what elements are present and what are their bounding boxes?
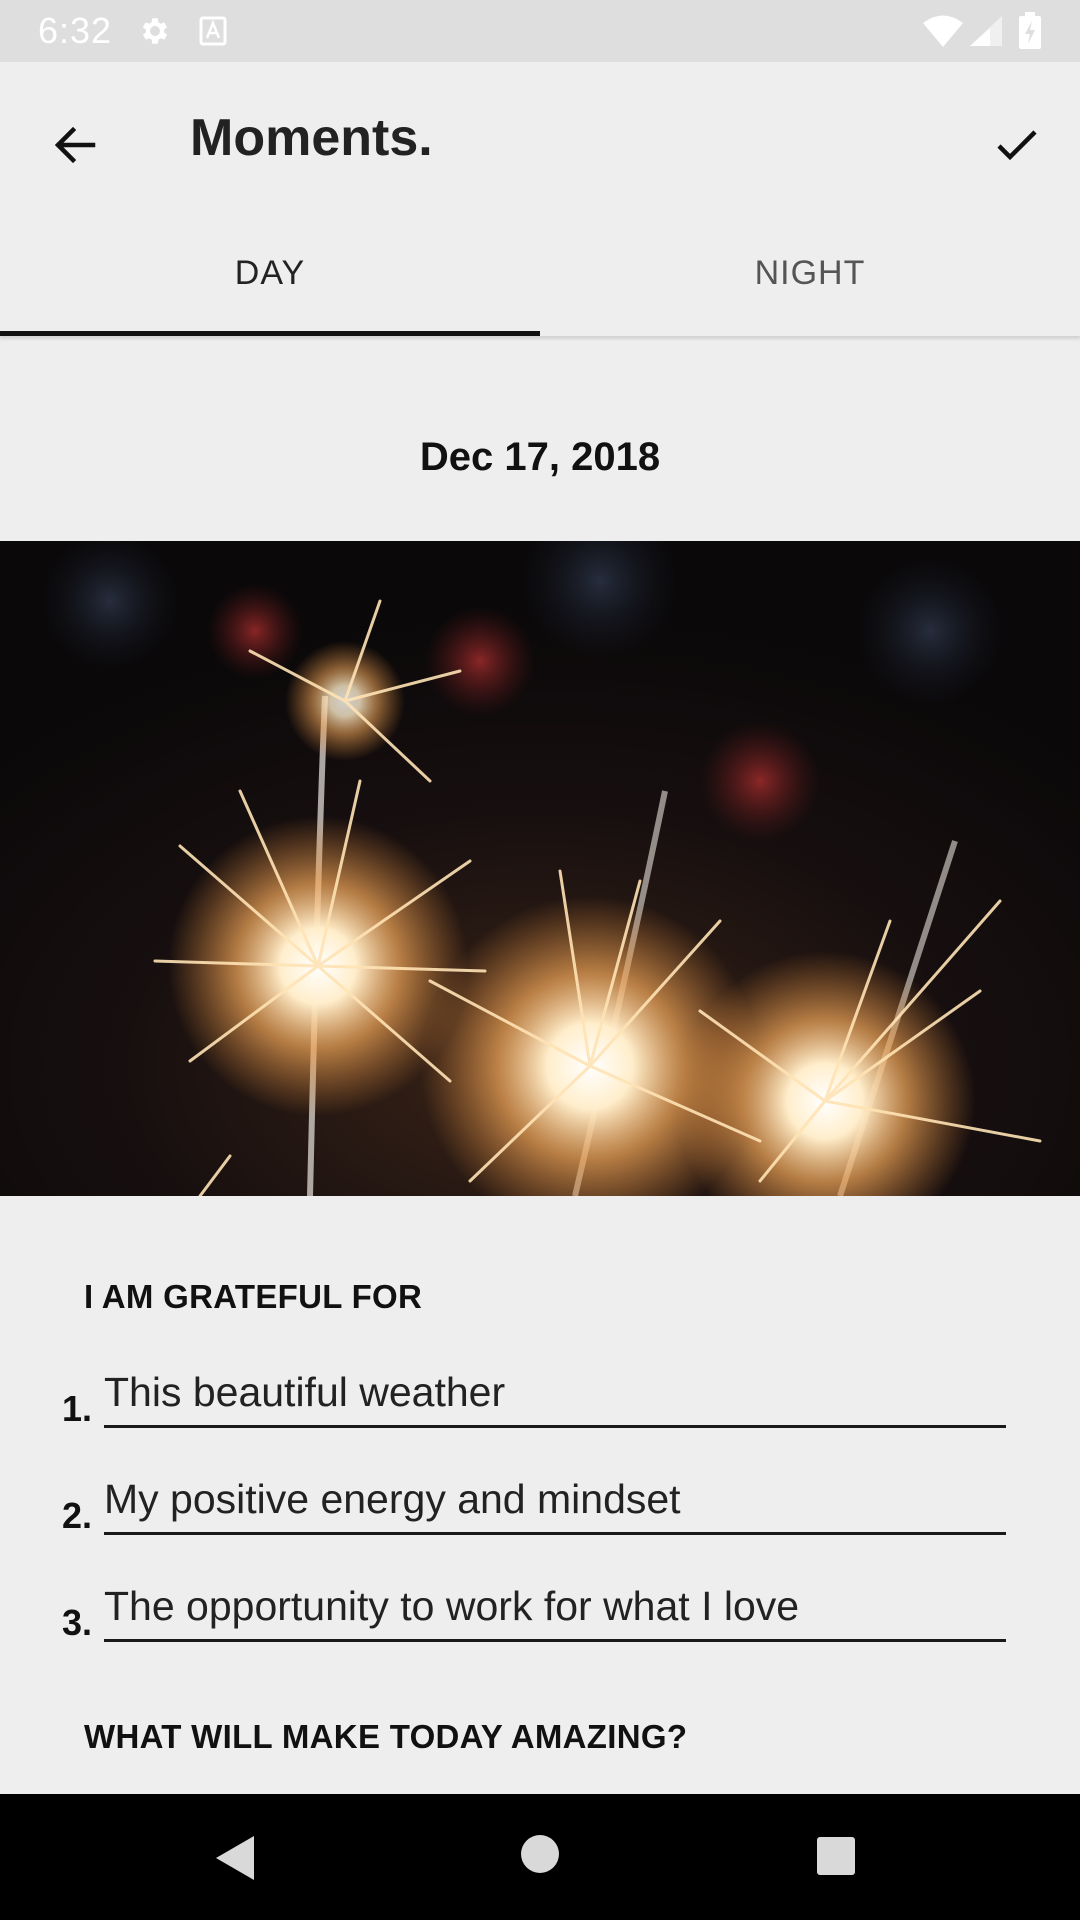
- nav-home-icon[interactable]: [520, 1834, 560, 1879]
- back-button[interactable]: [40, 110, 110, 180]
- battery-charging-icon: [1018, 12, 1042, 55]
- grateful-input-3[interactable]: [104, 1576, 1006, 1642]
- nav-back-icon[interactable]: [214, 1834, 258, 1887]
- entry-number: 1.: [62, 1388, 93, 1429]
- entry-number: 2.: [62, 1495, 93, 1536]
- grateful-input-2[interactable]: [104, 1469, 1006, 1535]
- grateful-entry-1: [62, 1362, 1006, 1442]
- wifi-icon: [922, 14, 964, 53]
- entry-date[interactable]: Dec 17, 2018: [419, 435, 661, 479]
- tab-day[interactable]: DAY: [0, 210, 540, 336]
- grateful-input-1[interactable]: [104, 1362, 1006, 1428]
- tab-night[interactable]: NIGHT: [754, 253, 866, 292]
- a-box-icon: [199, 16, 227, 51]
- entry-number: 3.: [62, 1602, 93, 1643]
- status-time: 6:32: [38, 10, 113, 51]
- page-title: Moments.: [190, 109, 433, 167]
- tab-bar: [0, 210, 1080, 337]
- confirm-button[interactable]: [982, 110, 1052, 180]
- status-bar: [0, 0, 1080, 62]
- sparklers-photo: [0, 541, 1080, 1196]
- nav-recents-icon[interactable]: [816, 1836, 856, 1881]
- grateful-heading: I AM GRATEFUL FOR: [84, 1278, 423, 1315]
- arrow-left-icon: [51, 121, 99, 169]
- gear-icon: [138, 14, 172, 53]
- cell-signal-icon: [968, 14, 1004, 53]
- check-icon: [995, 123, 1039, 167]
- grateful-entry-3: [62, 1576, 1006, 1656]
- amazing-heading: WHAT WILL MAKE TODAY AMAZING?: [84, 1718, 688, 1755]
- grateful-entry-2: [62, 1469, 1006, 1549]
- navigation-bar: [0, 1794, 1080, 1920]
